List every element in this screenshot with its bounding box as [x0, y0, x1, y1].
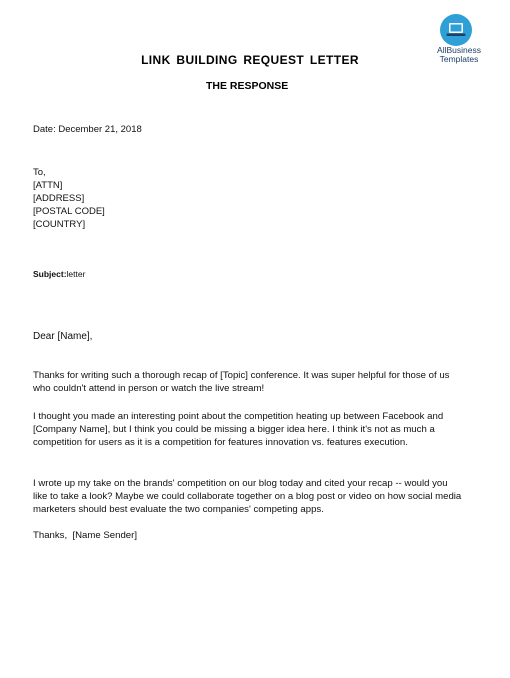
logo-line-2: Templates — [439, 54, 479, 64]
body-paragraph-3: I wrote up my take on the brands' competition on our blog today and cited your recap -- would you like to take a look? Maybe we could collaborate together on a blog post or video on how social media marketers should best evaluate the two companies' competing apps. — [33, 478, 462, 515]
address-attn: [ATTN] — [33, 180, 63, 191]
letter-date: Date: December 21, 2018 — [33, 124, 142, 135]
laptop-icon — [446, 22, 466, 38]
subject-label: Subject: — [33, 269, 67, 279]
salutation: Dear [Name], — [33, 331, 93, 342]
recipient-address-block — [33, 166, 105, 231]
address-street: [ADDRESS] — [33, 193, 85, 204]
body-paragraph-1: Thanks for writing such a thorough recap of [Topic] conference. It was super helpful for those of us who couldn't attend in person or watch the live stream! — [33, 370, 450, 394]
document-subtitle: THE RESPONSE — [206, 80, 289, 92]
subject-line — [33, 269, 85, 279]
address-postal-code: [POSTAL CODE] — [33, 206, 105, 217]
body-paragraph-2: I thought you made an interesting point about the competition heating up between Facebook and [Company Name], but I think you could be missing a bigger idea here. I think it's not as much a competition for users as it is a competition for features innovation vs. features execution. — [33, 411, 444, 448]
logo-line-1: AllBusiness — [437, 45, 481, 55]
address-country: [COUNTRY] — [33, 219, 86, 230]
subject-value: letter — [66, 269, 86, 279]
logo-badge — [440, 14, 472, 46]
address-to: To, — [33, 167, 46, 178]
closing-signature: Thanks, [Name Sender] — [33, 530, 137, 541]
document-title: LINK BUILDING REQUEST LETTER — [141, 53, 359, 67]
